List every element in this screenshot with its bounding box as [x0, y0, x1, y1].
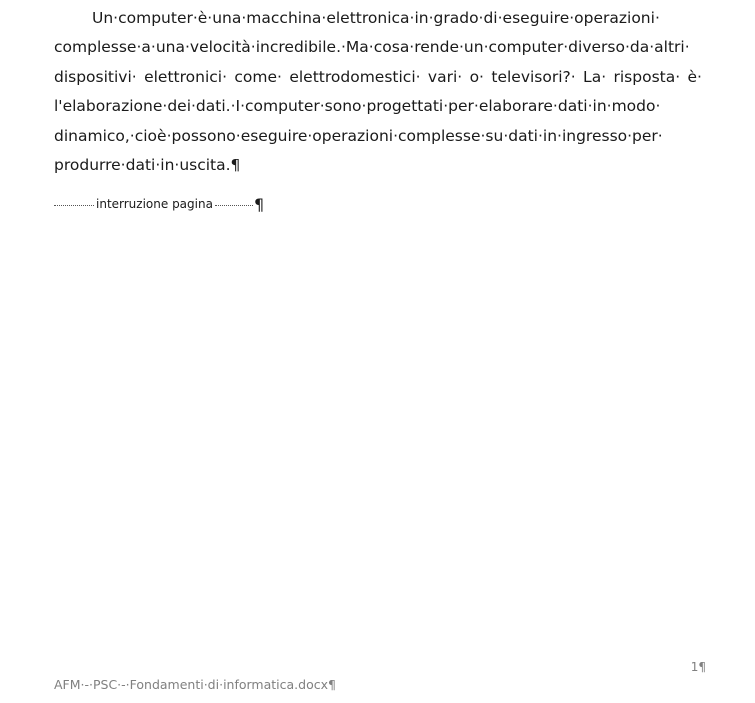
- page-break-dotted-line-right: [215, 205, 253, 206]
- paragraph-line: Un·computer·è·una·macchina·elettronica·in·grado·di·eseguire·operazioni·: [92, 9, 660, 27]
- page-number: 1¶: [690, 660, 706, 674]
- body-paragraph[interactable]: [54, 4, 702, 180]
- paragraph-line: l'elaborazione·dei·dati.·I·computer·sono·progettati·per·elaborare·dati·in·modo·: [54, 97, 661, 116]
- page-break-marker[interactable]: [54, 195, 264, 213]
- paragraph-line: dispositivi· elettronici· come· elettrodomestici· vari· o· televisori?· La· risposta· è·: [54, 67, 702, 86]
- footer-file-name: AFM·-·PSC·-·Fondamenti·di·informatica.docx¶: [54, 677, 336, 692]
- paragraph-line-last: produrre·dati·in·uscita.¶: [54, 155, 241, 174]
- paragraph-line: complesse·a·una·velocità·incredibile.·Ma·cosa·rende·un·computer·diverso·da·altri·: [54, 38, 690, 57]
- paragraph-line: dinamico,·cioè·possono·eseguire·operazioni·complesse·su·dati·in·ingresso·per·: [54, 126, 663, 145]
- pilcrow-icon: ¶: [253, 194, 265, 214]
- page-break-dotted-line-left: [54, 205, 94, 206]
- page-break-label: interruzione pagina: [96, 197, 213, 211]
